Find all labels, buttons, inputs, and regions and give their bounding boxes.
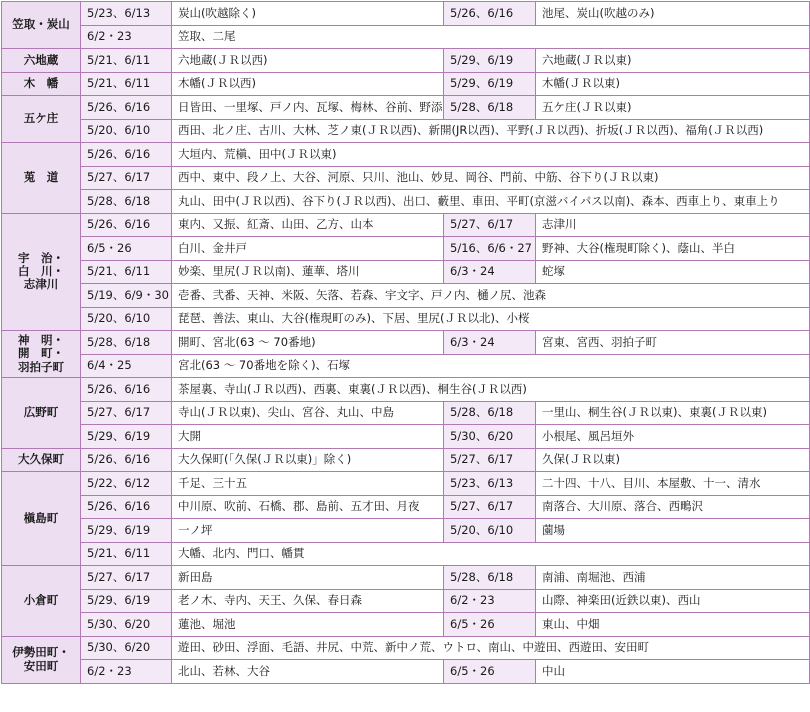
- collection-locations: 壱番、弐番、天神、米阪、矢落、若森、宇文字、戸ノ内、樋ノ尻、池森: [172, 284, 810, 308]
- collection-date: 5/26、6/16: [81, 96, 172, 120]
- area-name-line: 羽拍子町: [18, 359, 64, 374]
- table-row: [2, 25, 810, 49]
- table-row: [2, 96, 810, 120]
- collection-date: 6/5・26: [81, 237, 172, 261]
- table-row: [2, 260, 810, 284]
- area-name: [2, 213, 81, 331]
- collection-locations: 白川、金井戸: [172, 237, 444, 261]
- collection-date: 5/21、6/11: [81, 49, 172, 73]
- collection-date: 6/3・24: [444, 331, 536, 355]
- collection-date: 5/29、6/19: [444, 49, 536, 73]
- collection-locations: 大久保町(「久保(ＪＲ以東)」除く): [172, 448, 444, 472]
- collection-locations: 蛇塚: [536, 260, 810, 284]
- table-row: [2, 49, 810, 73]
- collection-date: 5/27、6/17: [81, 566, 172, 590]
- collection-locations: 一里山、桐生谷(ＪＲ以東)、東裏(ＪＲ以東): [536, 401, 810, 425]
- table-row: [2, 190, 810, 214]
- area-name-line: 宇 治・: [18, 250, 64, 265]
- table-row: [2, 660, 810, 684]
- table-row: [2, 636, 810, 660]
- area-name-line: 志津川: [23, 277, 59, 292]
- collection-locations: 小根尾、風呂垣外: [536, 425, 810, 449]
- collection-date: 6/2・23: [81, 25, 172, 49]
- collection-locations: 炭山(吹越除く): [172, 2, 444, 26]
- table-row: [2, 119, 810, 143]
- collection-locations: 五ケ庄(ＪＲ以東): [536, 96, 810, 120]
- collection-locations: 山際、神楽田(近鉄以東)、西山: [536, 589, 810, 613]
- collection-locations: 老ノ木、寺内、天王、久保、春日森: [172, 589, 444, 613]
- table-row: [2, 166, 810, 190]
- table-row: [2, 237, 810, 261]
- area-name: 小倉町: [2, 566, 81, 637]
- collection-date: 6/3・24: [444, 260, 536, 284]
- collection-locations: 木幡(ＪＲ以東): [536, 72, 810, 96]
- collection-locations: 中山: [536, 660, 810, 684]
- area-name-line: 安田町: [23, 658, 59, 673]
- collection-date: 5/22、6/12: [81, 472, 172, 496]
- area-name-line: 伊勢田町・: [12, 645, 70, 660]
- collection-date: 5/30、6/20: [81, 613, 172, 637]
- collection-date: 5/27、6/17: [444, 213, 536, 237]
- collection-date: 5/23、6/13: [81, 2, 172, 26]
- area-name-line: 開 町・: [18, 346, 64, 361]
- collection-locations: 西中、東中、段ノ上、大谷、河原、只川、池山、妙見、岡谷、門前、中筋、谷下り(ＪＲ以東): [172, 166, 810, 190]
- schedule-body: [2, 2, 810, 684]
- table-row: [2, 378, 810, 402]
- collection-date: 5/27、6/17: [81, 401, 172, 425]
- area-name-line: 白 川・: [18, 264, 64, 279]
- collection-date: 5/26、6/16: [81, 378, 172, 402]
- collection-locations: 妙楽、里尻(ＪＲ以南)、蓮華、塔川: [172, 260, 444, 284]
- collection-locations: 宮東、宮西、羽拍子町: [536, 331, 810, 355]
- area-name: 木 幡: [2, 72, 81, 96]
- collection-date: 5/26、6/16: [81, 448, 172, 472]
- collection-locations: 開町、宮北(63 ～ 70番地): [172, 331, 444, 355]
- area-name: 莵 道: [2, 143, 81, 214]
- table-row: [2, 213, 810, 237]
- collection-date: 5/21、6/11: [81, 72, 172, 96]
- collection-locations: 新田島: [172, 566, 444, 590]
- collection-locations: 茶屋裏、寺山(ＪＲ以西)、西裏、東裏(ＪＲ以西)、桐生谷(ＪＲ以西): [172, 378, 810, 402]
- collection-date: 6/5・26: [444, 660, 536, 684]
- collection-locations: 西田、北ノ庄、古川、大林、芝ノ東(ＪＲ以西)、新開(JR以西)、平野(ＪＲ以西)、折坂(ＪＲ以西)、福角(ＪＲ以西): [172, 119, 810, 143]
- collection-schedule-table: [1, 1, 810, 684]
- collection-date: 5/20、6/10: [444, 519, 536, 543]
- collection-date: 5/29、6/19: [81, 589, 172, 613]
- collection-locations: 蓮池、堀池: [172, 613, 444, 637]
- collection-locations: 一ノ坪: [172, 519, 444, 543]
- table-row: [2, 72, 810, 96]
- collection-date: 5/16、6/6・27: [444, 237, 536, 261]
- collection-date: 5/20、6/10: [81, 119, 172, 143]
- table-row: [2, 495, 810, 519]
- collection-locations: 東内、又振、紅斎、山田、乙方、山本: [172, 213, 444, 237]
- collection-date: 5/26、6/16: [81, 213, 172, 237]
- collection-date: 5/26、6/16: [81, 143, 172, 167]
- collection-locations: 寺山(ＪＲ以東)、尖山、宮谷、丸山、中島: [172, 401, 444, 425]
- collection-date: 5/21、6/11: [81, 260, 172, 284]
- collection-date: 5/26、6/16: [81, 495, 172, 519]
- collection-date: 6/2・23: [81, 660, 172, 684]
- collection-locations: 中川原、吹前、石橋、郡、島前、五才田、月夜: [172, 495, 444, 519]
- collection-locations: 二十四、十八、目川、本屋敷、十一、清水: [536, 472, 810, 496]
- collection-date: 5/29、6/19: [444, 72, 536, 96]
- table-row: [2, 401, 810, 425]
- collection-date: 5/19、6/9・30: [81, 284, 172, 308]
- table-row: [2, 2, 810, 26]
- table-row: [2, 542, 810, 566]
- area-name-line: 神 明・: [18, 333, 64, 348]
- collection-date: 6/2・23: [444, 589, 536, 613]
- collection-locations: 池尾、炭山(吹越のみ): [536, 2, 810, 26]
- area-name: 五ケ庄: [2, 96, 81, 143]
- collection-locations: 遊田、砂田、浮面、毛語、井尻、中荒、新中ノ荒、ウトロ、南山、中遊田、西遊田、安田町: [172, 636, 810, 660]
- collection-date: 5/27、6/17: [444, 448, 536, 472]
- table-row: [2, 589, 810, 613]
- collection-locations: 北山、若林、大谷: [172, 660, 444, 684]
- collection-date: 5/27、6/17: [81, 166, 172, 190]
- area-name: [2, 636, 81, 683]
- collection-locations: 大幡、北内、門口、幡貫: [172, 542, 810, 566]
- collection-date: 5/28、6/18: [444, 566, 536, 590]
- collection-locations: 宮北(63 ～ 70番地を除く)、石塚: [172, 354, 810, 378]
- collection-locations: 木幡(ＪＲ以西): [172, 72, 444, 96]
- table-row: [2, 519, 810, 543]
- table-row: [2, 143, 810, 167]
- table-row: [2, 472, 810, 496]
- table-row: [2, 354, 810, 378]
- collection-locations: 大開: [172, 425, 444, 449]
- area-name: 大久保町: [2, 448, 81, 472]
- collection-date: 5/27、6/17: [444, 495, 536, 519]
- collection-date: 5/28、6/18: [444, 401, 536, 425]
- collection-date: 5/28、6/18: [444, 96, 536, 120]
- collection-date: 5/21、6/11: [81, 542, 172, 566]
- collection-locations: 千足、三十五: [172, 472, 444, 496]
- table-row: [2, 425, 810, 449]
- collection-locations: 東山、中畑: [536, 613, 810, 637]
- collection-locations: 六地蔵(ＪＲ以東): [536, 49, 810, 73]
- collection-date: 5/20、6/10: [81, 307, 172, 331]
- collection-locations: 薗場: [536, 519, 810, 543]
- collection-locations: 六地蔵(ＪＲ以西): [172, 49, 444, 73]
- collection-date: 6/5・26: [444, 613, 536, 637]
- collection-locations: 日皆田、一里塚、戸ノ内、瓦塚、梅林、谷前、野添: [172, 96, 444, 120]
- collection-date: 5/30、6/20: [444, 425, 536, 449]
- table-row: [2, 566, 810, 590]
- collection-locations: 大垣内、荒槇、田中(ＪＲ以東): [172, 143, 810, 167]
- area-name: 六地蔵: [2, 49, 81, 73]
- collection-locations: 志津川: [536, 213, 810, 237]
- collection-locations: 琵琶、善法、東山、大谷(権現町のみ)、下居、里尻(ＪＲ以北)、小桜: [172, 307, 810, 331]
- area-name: 笠取・炭山: [2, 2, 81, 49]
- area-name: 槇島町: [2, 472, 81, 566]
- collection-date: 5/28、6/18: [81, 190, 172, 214]
- table-row: [2, 307, 810, 331]
- collection-date: 5/29、6/19: [81, 519, 172, 543]
- collection-date: 5/23、6/13: [444, 472, 536, 496]
- area-name: [2, 331, 81, 378]
- collection-locations: 丸山、田中(ＪＲ以西)、谷下り(ＪＲ以西)、出口、藪里、車田、平町(京滋バイパス以南)、森本、西車上り、東車上り: [172, 190, 810, 214]
- collection-locations: 野神、大谷(権現町除く)、蔭山、半白: [536, 237, 810, 261]
- collection-date: 5/26、6/16: [444, 2, 536, 26]
- table-row: [2, 448, 810, 472]
- collection-locations: 南浦、南堀池、西浦: [536, 566, 810, 590]
- collection-locations: 笠取、二尾: [172, 25, 810, 49]
- collection-date: 5/29、6/19: [81, 425, 172, 449]
- area-name: 広野町: [2, 378, 81, 449]
- table-row: [2, 284, 810, 308]
- collection-date: 5/30、6/20: [81, 636, 172, 660]
- collection-locations: 久保(ＪＲ以東): [536, 448, 810, 472]
- collection-locations: 南落合、大川原、落合、西鴫沢: [536, 495, 810, 519]
- collection-date: 6/4・25: [81, 354, 172, 378]
- table-row: [2, 331, 810, 355]
- table-row: [2, 613, 810, 637]
- collection-date: 5/28、6/18: [81, 331, 172, 355]
